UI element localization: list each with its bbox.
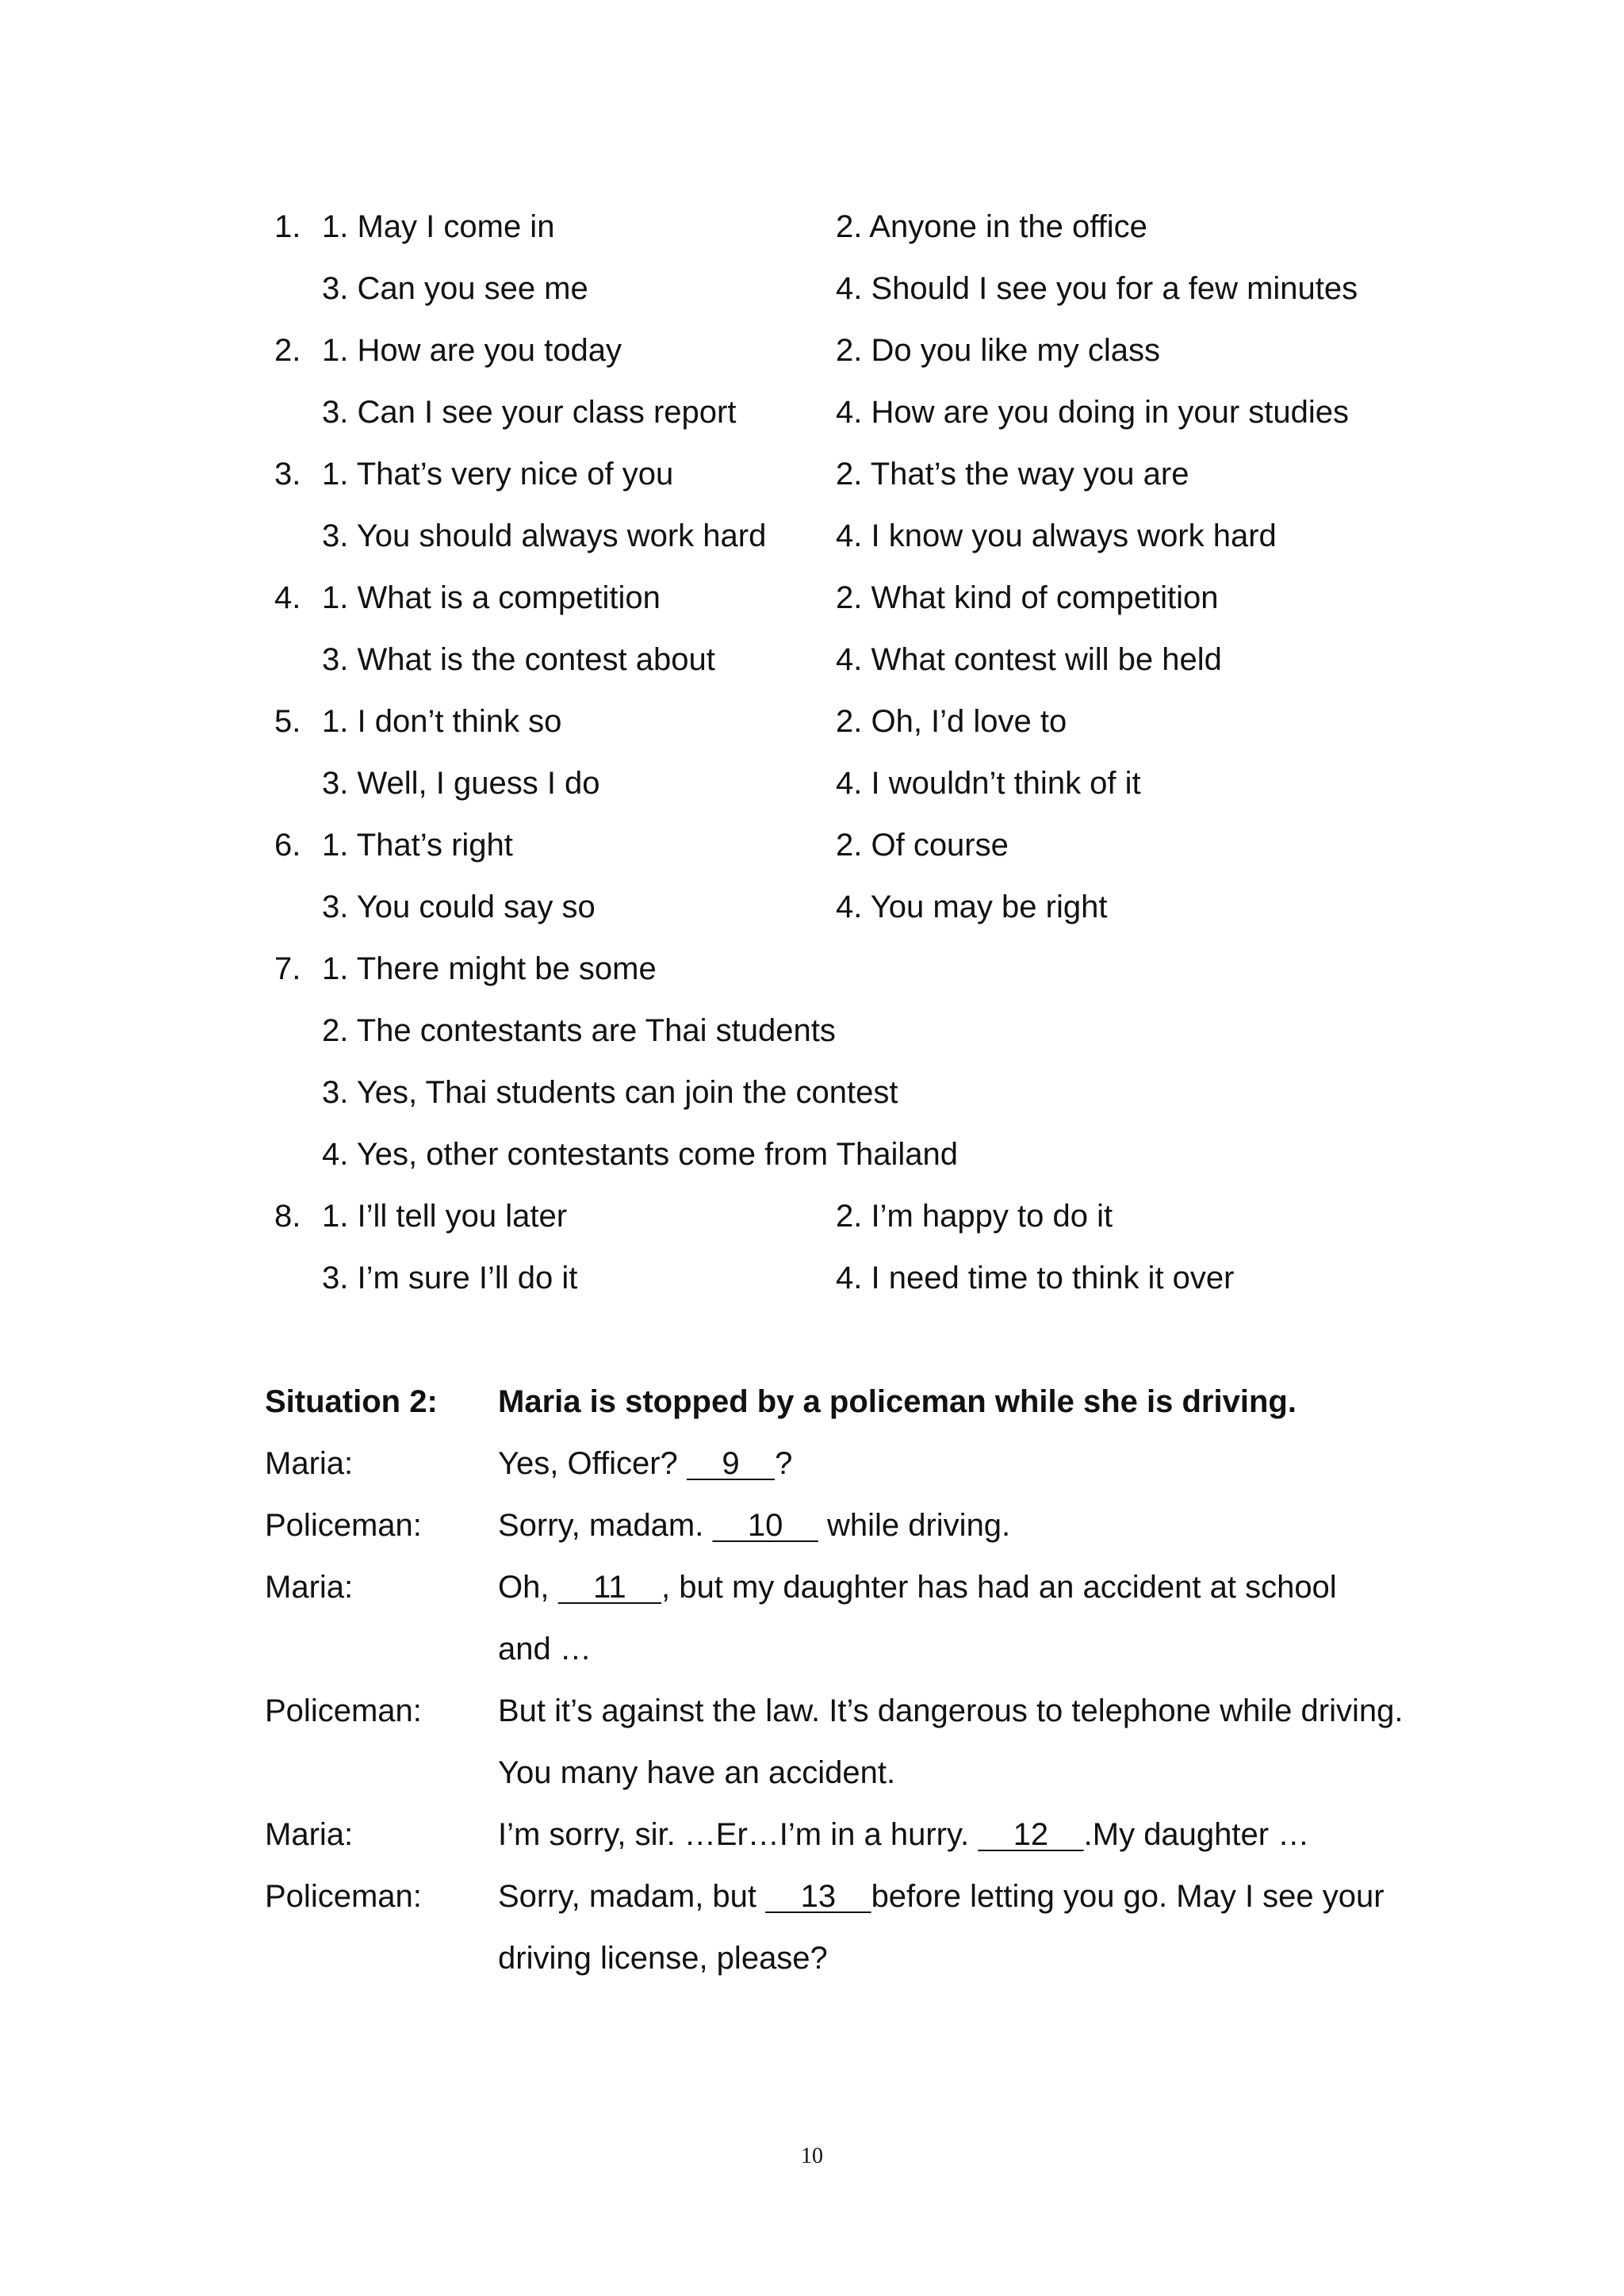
option: 4. I need time to think it over — [836, 1261, 1235, 1295]
option: 2. The contestants are Thai students — [322, 1013, 836, 1048]
dialogue-continuation: and … — [498, 1632, 592, 1667]
dialogue-text: ? — [775, 1446, 793, 1481]
dialogue-speaker: Maria: — [265, 1817, 354, 1852]
dialogue-text: Sorry, madam, but — [498, 1879, 766, 1914]
answer-blank-11: 11 — [557, 1570, 662, 1605]
option: 1. What is a competition — [322, 580, 661, 615]
dialogue-line — [498, 1571, 1337, 1603]
option: 1. There might be some — [322, 951, 657, 986]
dialogue-speaker: Maria: — [265, 1570, 354, 1605]
option: 4. What contest will be held — [836, 642, 1222, 677]
dialogue-line — [498, 1819, 1309, 1850]
option: 3. Yes, Thai students can join the contest — [322, 1075, 898, 1110]
answer-blank-13: 13 — [765, 1879, 871, 1914]
option: 3. I’m sure I’ll do it — [322, 1261, 578, 1295]
dialogue-line — [498, 1881, 1385, 1912]
answer-blank-10: 10 — [712, 1508, 818, 1543]
option: 4. I wouldn’t think of it — [836, 766, 1141, 801]
dialogue-speaker: Maria: — [265, 1446, 354, 1481]
option: 2. Of course — [836, 828, 1009, 863]
option: 1. May I come in — [322, 209, 555, 244]
option: 4. Yes, other contestants come from Thailand — [322, 1137, 958, 1172]
dialogue-line — [498, 1448, 792, 1479]
option: 2. Anyone in the office — [836, 209, 1147, 244]
question-number: 8. — [274, 1199, 301, 1234]
dialogue-text: .My daughter … — [1083, 1817, 1310, 1852]
question-number: 7. — [274, 951, 301, 986]
option: 1. How are you today — [322, 333, 622, 368]
dialogue-line — [498, 1510, 1010, 1541]
dialogue-text: Sorry, madam. — [498, 1508, 713, 1543]
option: 1. I’ll tell you later — [322, 1199, 568, 1234]
option: 4. You may be right — [836, 890, 1108, 924]
dialogue-continuation: driving license, please? — [498, 1941, 828, 1976]
option: 2. Do you like my class — [836, 333, 1161, 368]
option: 4. How are you doing in your studies — [836, 395, 1350, 430]
situation-label: Situation 2: — [265, 1384, 438, 1419]
dialogue-text: I’m sorry, sir. …Er…I’m in a hurry. — [498, 1817, 979, 1852]
question-number: 3. — [274, 457, 301, 492]
dialogue-speaker: Policeman: — [265, 1879, 422, 1914]
option: 3. You could say so — [322, 890, 596, 924]
dialogue-speaker: Policeman: — [265, 1508, 422, 1543]
option: 2. Oh, I’d love to — [836, 704, 1067, 739]
dialogue-speaker: Policeman: — [265, 1693, 422, 1728]
question-number: 1. — [274, 209, 301, 244]
page-number: 10 — [801, 2144, 823, 2168]
situation-description: Maria is stopped by a policeman while she is driving. — [498, 1384, 1297, 1419]
answer-blank-12: 12 — [978, 1817, 1084, 1852]
option: 2. What kind of competition — [836, 580, 1219, 615]
option: 3. Can you see me — [322, 271, 588, 306]
option: 4. I know you always work hard — [836, 519, 1277, 553]
dialogue-text: Yes, Officer? — [498, 1446, 687, 1481]
option: 3. Well, I guess I do — [322, 766, 600, 801]
option: 1. That’s right — [322, 828, 513, 863]
question-number: 4. — [274, 580, 301, 615]
option: 1. That’s very nice of you — [322, 457, 674, 492]
option: 3. You should always work hard — [322, 519, 767, 553]
question-number: 2. — [274, 333, 301, 368]
dialogue-text: Oh, — [498, 1570, 558, 1605]
question-number: 5. — [274, 704, 301, 739]
option: 2. I’m happy to do it — [836, 1199, 1113, 1234]
dialogue-continuation: You many have an accident. — [498, 1755, 896, 1790]
option: 3. What is the contest about — [322, 642, 715, 677]
dialogue-text: before letting you go. May I see your — [871, 1879, 1385, 1914]
option: 1. I don’t think so — [322, 704, 562, 739]
dialogue-text: while driving. — [818, 1508, 1011, 1543]
question-number: 6. — [274, 828, 301, 863]
answer-blank-9: 9 — [686, 1446, 776, 1481]
dialogue-line: But it’s against the law. It’s dangerous to telephone while driving. — [498, 1693, 1404, 1728]
option: 3. Can I see your class report — [322, 395, 737, 430]
dialogue-text: , but my daughter has had an accident at school — [661, 1570, 1337, 1605]
option: 2. That’s the way you are — [836, 457, 1189, 492]
option: 4. Should I see you for a few minutes — [836, 271, 1358, 306]
